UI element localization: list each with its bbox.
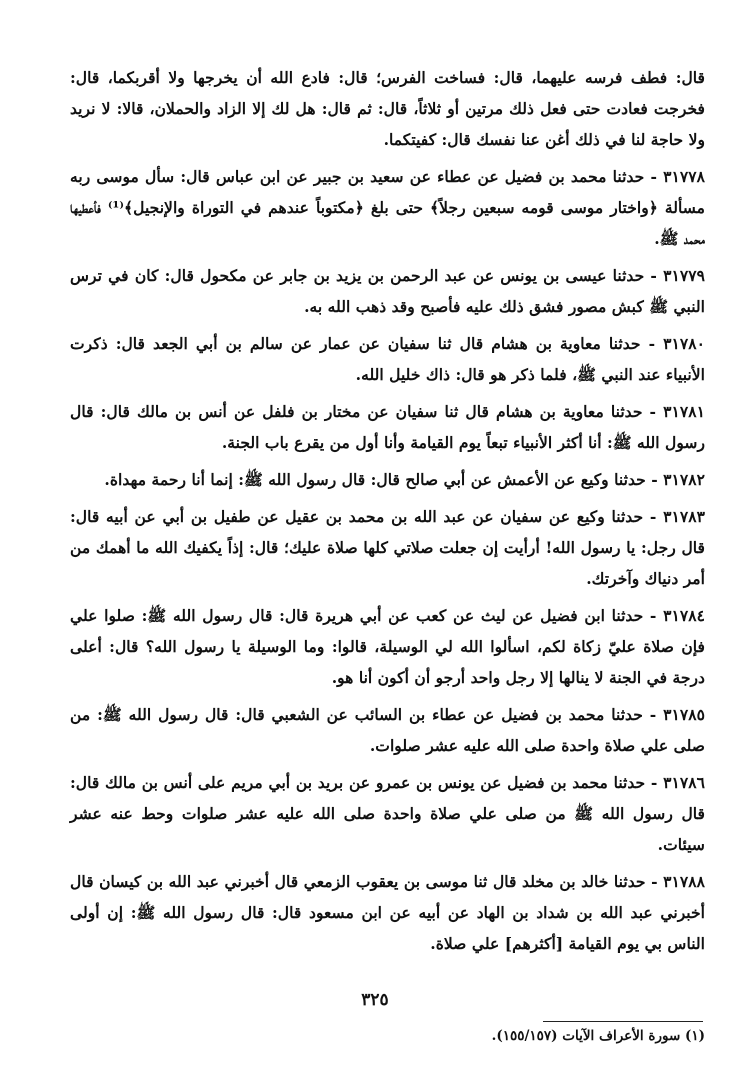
- paragraph: ٣١٧٨٠ - حدثنا معاوية بن هشام قال ثنا سفيان عن عمار عن سالم بن أبي الجعد قال: ذكرت الأنبياء عند النبي ﷺ، فلما ذكر هو قال: ذاك خليل الله.: [70, 334, 705, 384]
- paragraph: ٣١٧٨٦ - حدثنا محمد بن فضيل عن يونس بن عمرو عن بريد بن أبي مريم على أنس بن مالك قال: قال رسول الله ﷺ من صلى علي صلاة واحدة صلى الله عليه عشر صلوات وحط عنه عشر سيئات.: [70, 773, 705, 854]
- paragraph: ٣١٧٨٤ - حدثنا ابن فضيل عن ليث عن كعب عن أبي هريرة قال: قال رسول الله ﷺ: صلوا علي فإن صلاة عليّ زكاة لكم، اسألوا الله لي الوسيلة، قالوا: وما الوسيلة يا رسول الله؟ قال: أعلى درجة في الجنة لا ينالها إلا رجل واحد أرجو أن أكون أنا هو.: [70, 606, 705, 687]
- page-number: ٣٢٥: [361, 990, 389, 1010]
- paragraph: قال: فطف فرسه عليهما، قال: فساخت الفرس؛ قال: فادع الله أن يخرجها ولا أقربكما، قال: فخرجت فعادت حتى فعل ذلك مرتين أو ثلاثاً، قال: ثم قال: هل لك إلا الزاد والحملان، قالا: لا نريد ولا حاجة لنا في ذلك أغن عنا نفسك قال: كفيتكما.: [70, 68, 705, 149]
- hadith-text-block: [70, 62, 705, 965]
- paragraph: ٣١٧٨٥ - حدثنا محمد بن فضيل عن عطاء بن السائب عن الشعبي قال: قال رسول الله ﷺ: من صلى علي صلاة واحدة صلى الله عليه عشر صلوات.: [70, 705, 705, 755]
- paragraph: ٣١٧٧٨ - حدثنا محمد بن فضيل عن عطاء عن سعيد بن جبير عن ابن عباس قال: سأل موسى ربه مسألة ﴿واختار موسى قومه سبعين رجلاً﴾ حتى بلغ ﴿مكتوباً عندهم في التوراة والإنجيل﴾⁽¹⁾ فأعطيها محمد ﷺ.: [70, 167, 705, 248]
- footnote-divider: [543, 1021, 703, 1022]
- paragraph: ٣١٧٨١ - حدثنا معاوية بن هشام قال ثنا سفيان عن مختار بن فلفل عن أنس بن مالك قال: قال رسول الله ﷺ: أنا أكثر الأنبياء تبعاً يوم القيامة وأنا أول من يقرع باب الجنة.: [70, 402, 705, 452]
- paragraph: ٣١٧٧٩ - حدثنا عيسى بن يونس عن عبد الرحمن بن يزيد بن جابر عن مكحول قال: كان في ترس النبي ﷺ كبش مصور فشق ذلك عليه فأصبح وقد ذهب الله به.: [70, 266, 705, 316]
- paragraph: ٣١٧٨٣ - حدثنا وكيع عن سفيان عن عبد الله بن محمد بن عقيل عن طفيل بن أبي عن أبيه قال: قال رجل: يا رسول الله! أرأيت إن جعلت صلاتي كلها صلاة عليك؛ قال: إذاً يكفيك الله ما أهمك من أمر دنياك وآخرتك.: [70, 507, 705, 588]
- paragraph: ٣١٧٨٨ - حدثنا خالد بن مخلد قال ثنا موسى بن يعقوب الزمعي قال أخبرني عبد الله بن كيسان قال أخبرني عبد الله بن شداد بن الهاد عن أبيه عن ابن مسعود قال: قال رسول الله ﷺ: إن أولى الناس بي يوم القيامة [أكثرهم] علي صلاة.: [70, 872, 705, 953]
- footnote: (١) سورة الأعراف الآيات (١٥٥/١٥٧).: [491, 1028, 705, 1044]
- paragraph: ٣١٧٨٢ - حدثنا وكيع عن الأعمش عن أبي صالح قال: قال رسول الله ﷺ: إنما أنا رحمة مهداة.: [104, 470, 705, 489]
